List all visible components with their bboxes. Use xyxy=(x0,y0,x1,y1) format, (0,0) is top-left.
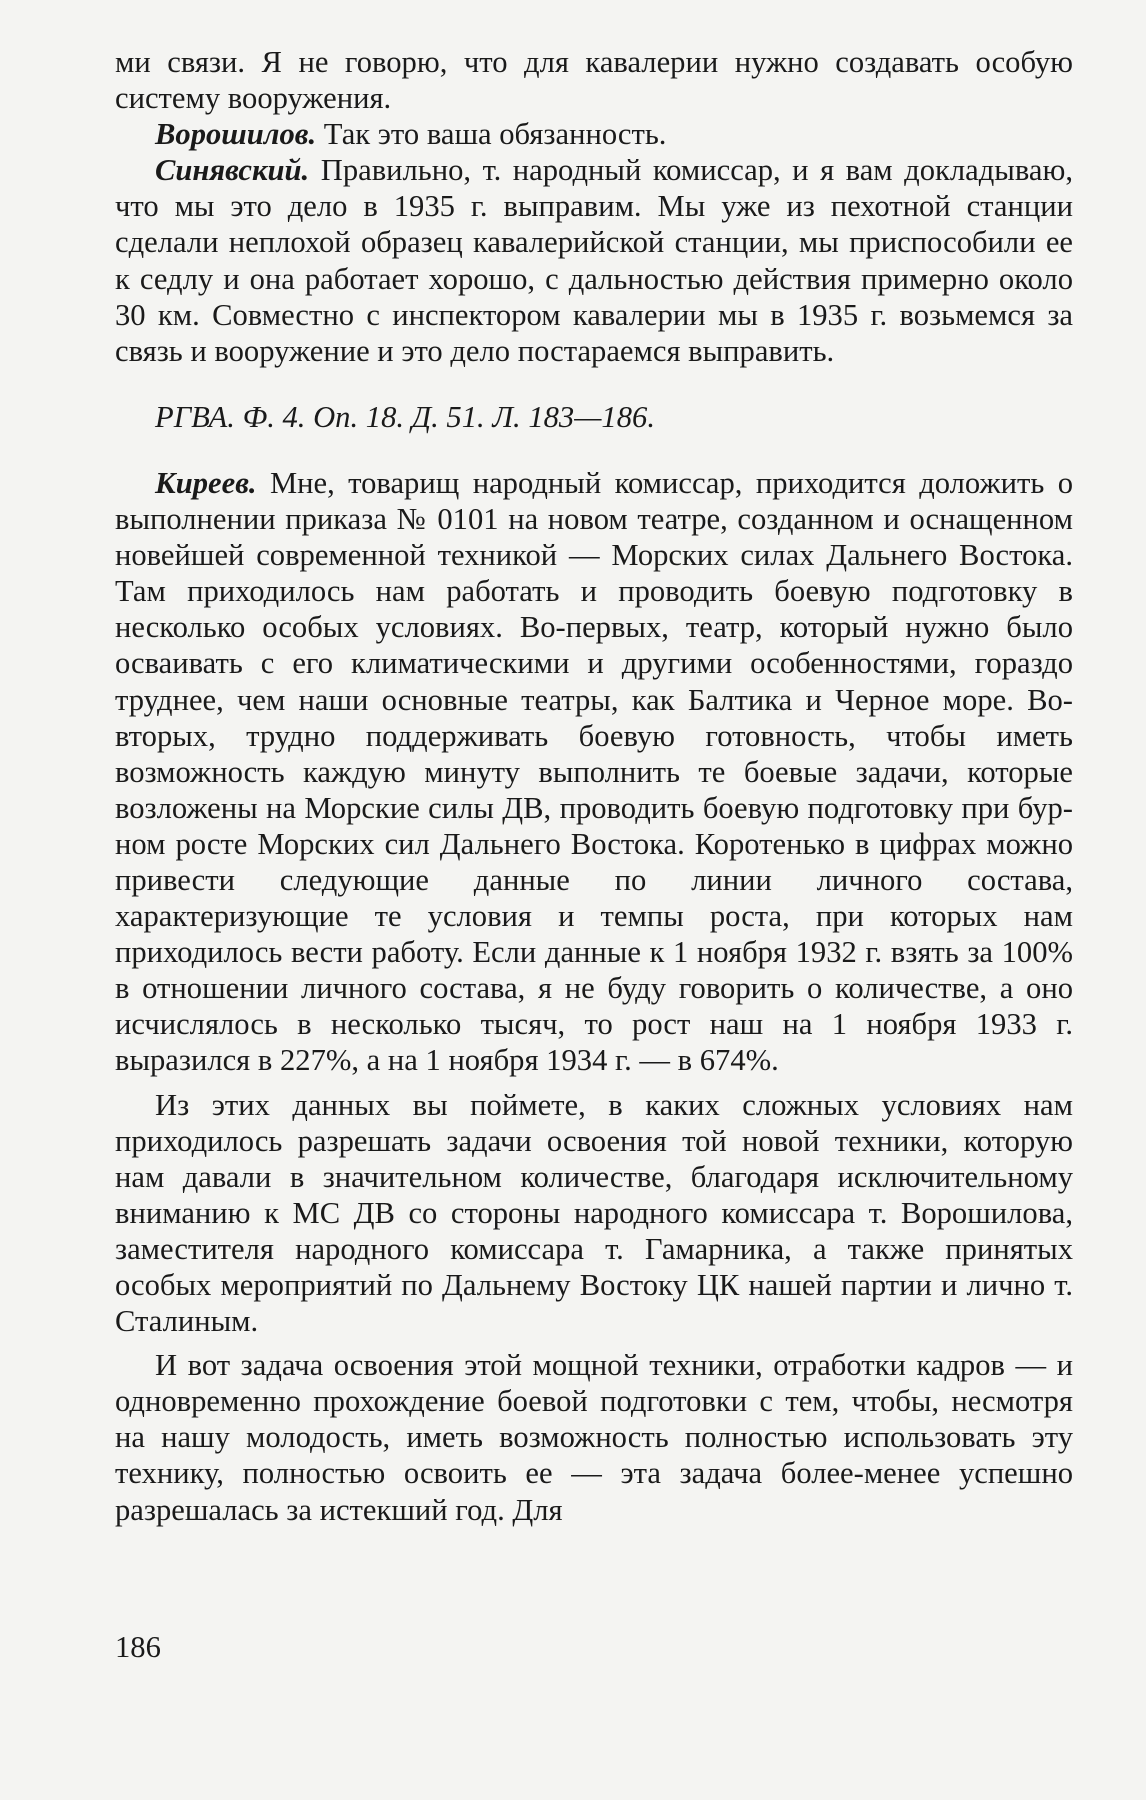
speaker-name: Киреев. xyxy=(155,465,257,500)
paragraph-text: ми связи. Я не говорю, что для кавалерии нужно создавать особую систему вооружения. xyxy=(115,45,1073,116)
paragraph-text: Так это ваша обязанность. xyxy=(316,117,667,152)
page-number: 186 xyxy=(115,1630,161,1664)
speaker-name: Ворошилов. xyxy=(155,117,317,152)
paragraph-kireev xyxy=(115,465,1073,1079)
paragraph-text: Правильно, т. народный комиссар, и я вам докладываю, что мы это дело в 1935 г. выправим. Мы уже из пехотной станции сделали неплохой образец кавалерийской станции, мы приспособили ее к седлу и она работает хорошо, с дальностью действия примерно около 30 км. Совместно с инспектором кавалерии мы в 1935 г. возьмемся за связь и вооружение и это дело постараемся выправить. xyxy=(115,153,1073,368)
speaker-name: Синявский. xyxy=(155,153,310,188)
paragraph-text: Мне, товарищ народный комиссар, приходится доложить о выполнении приказа № 0101 на новом театре, созданном и оснащенном новейшей современной техникой — Морских силах Дальнего Востока. Там приходилось нам работать и проводить боевую подготовку в несколько особых условиях. Во-первых, театр, который нужно было осваивать с его климатическими и другими особенностями, гораздо труднее, чем наши основные театры, как Балтика и Черное море. Во-вторых, трудно поддерживать боевую готовность, чтобы иметь возможность каждую минуту выполнить те боевые задачи, которые возложены на Морские силы ДВ, проводить боевую подготовку при бурном росте Морских сил Дальнего Востока. Коротенько в цифрах можно привести следующие данные по линии личного состава, характеризующие те условия и темпы роста, при которых нам приходилось вести работу. Если данные к 1 ноября 1932 г. взять за 100% в отношении личного состава, я не буду говорить о количестве, а оно исчислялось в несколько тысяч, то рост наш на 1 ноября 1933 г. выразился в 227%, а на 1 ноября 1934 г. — в 674%. xyxy=(115,465,1073,1078)
document-page xyxy=(115,44,1073,1528)
archive-source: РГВА. Ф. 4. Оп. 18. Д. 51. Л. 183—186. xyxy=(155,399,655,434)
paragraph-continuation-1: Из этих данных вы поймете, в каких сложных условиях нам приходилось разрешать задачи освоения той новой техники, которую нам давали в значительном количестве, благодаря исключительному вниманию к МС ДВ со стороны народного комиссара т. Ворошилова, заместителя народного комиссара т. Гамарника, а также принятых особых мероприятий по Дальнему Востоку ЦК нашей партии и лично т. Сталиным. xyxy=(115,1087,1073,1339)
paragraph-voroshilov xyxy=(115,116,1073,152)
paragraph-continuation-2: И вот задача освоения этой мощной техники, отработки кадров — и одновременно прохождение боевой подготовки с тем, чтобы, несмотря на нашу молодость, иметь возможность полностью использовать эту технику, полностью освоить ее — эта задача более-менее успешно разрешалась за истекший год. Для xyxy=(115,1348,1073,1527)
paragraph-intro xyxy=(115,44,1073,116)
paragraph-sinyavsky xyxy=(115,152,1073,369)
